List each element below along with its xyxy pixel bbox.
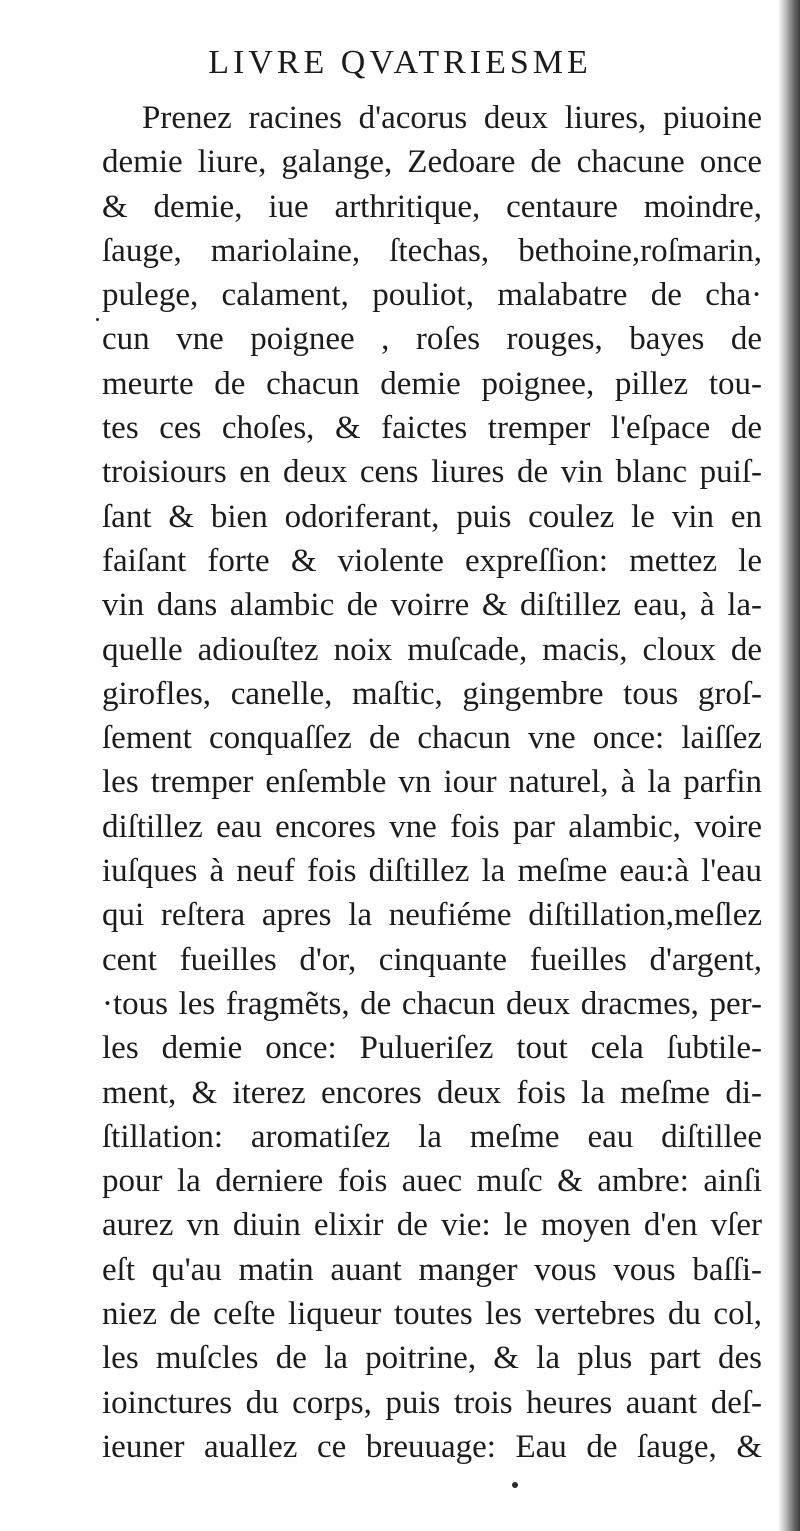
- text-line: ſtillation: aromatiſez la meſme eau diſtillee: [102, 1118, 762, 1155]
- ink-speck: [512, 1482, 518, 1488]
- text-line: Prenez racines d'acorus deux liures, piuoine: [142, 100, 762, 136]
- text-line: pulege, calament, pouliot, malabatre de cha·: [102, 277, 762, 314]
- text-line: quelle adiouſtez noix muſcade, macis, cloux de: [102, 631, 762, 668]
- text-line: ment, & iterez encores deux fois la meſme di-: [102, 1074, 762, 1111]
- text-line: girofles, canelle, maſtic, gingembre tous groſ-: [102, 675, 762, 712]
- page-binding-shadow: [778, 0, 800, 1531]
- text-line: pour la derniere fois auec muſc & ambre: ainſi: [102, 1163, 762, 1200]
- text-line: vin dans alambic de voirre & diſtillez eau, à la-: [102, 587, 762, 624]
- text-line: tes ces choſes, & faictes tremper l'eſpace de: [102, 410, 762, 447]
- text-line: & demie, iue arthritique, centaure moindre,: [102, 188, 762, 225]
- text-line: ſauge, mariolaine, ſtechas, bethoine,roſmarin,: [102, 232, 762, 269]
- running-head: [0, 44, 800, 82]
- text-line: ſement conquaſſez de chacun vne once: laiſſez: [102, 720, 762, 757]
- ink-speck: [96, 318, 99, 321]
- text-line: niez de ceſte liqueur toutes les vertebres du col,: [102, 1296, 762, 1333]
- text-line: les tremper enſemble vn iour naturel, à la parfin: [102, 764, 762, 801]
- running-head-text: LIVRE QVATRIESME: [208, 44, 592, 81]
- text-line: les demie once: Pulueriſez tout cela ſubtile-: [102, 1030, 762, 1067]
- text-line: iuſques à neuf fois diſtillez la meſme eau:à l'eau: [102, 853, 762, 890]
- text-line: ſant & bien odoriferant, puis coulez le vin en: [102, 498, 762, 535]
- text-line: cun vne poignee , roſes rouges, bayes de: [102, 321, 762, 358]
- body-text: [102, 96, 762, 1469]
- text-line: les muſcles de la poitrine, & la plus part des: [102, 1340, 762, 1377]
- text-line: ·tous les fragmẽts, de chacun deux dracmes, per-: [102, 985, 762, 1022]
- text-line: aurez vn diuin elixir de vie: le moyen d'en vſer: [102, 1207, 762, 1244]
- text-line: meurte de chacun demie poignee, pillez tou-: [102, 365, 762, 402]
- text-line: cent fueilles d'or, cinquante fueilles d'argent,: [102, 941, 762, 978]
- text-line: troisiours en deux cens liures de vin blanc puiſ-: [102, 454, 762, 491]
- text-line: faiſant forte & violente expreſſion: mettez le: [102, 542, 762, 579]
- text-line: ioinctures du corps, puis trois heures auant deſ-: [102, 1384, 762, 1421]
- text-line: diſtillez eau encores vne fois par alambic, voire: [102, 808, 762, 845]
- text-line: eſt qu'au matin auant manger vous vous baſſi-: [102, 1251, 762, 1288]
- text-line: qui reſtera apres la neufiéme diſtillation,meſlez: [102, 897, 762, 934]
- text-line: demie liure, galange, Zedoare de chacune once: [102, 144, 762, 181]
- text-line: ieuner auallez ce breuuage: Eau de ſauge, &: [102, 1428, 762, 1465]
